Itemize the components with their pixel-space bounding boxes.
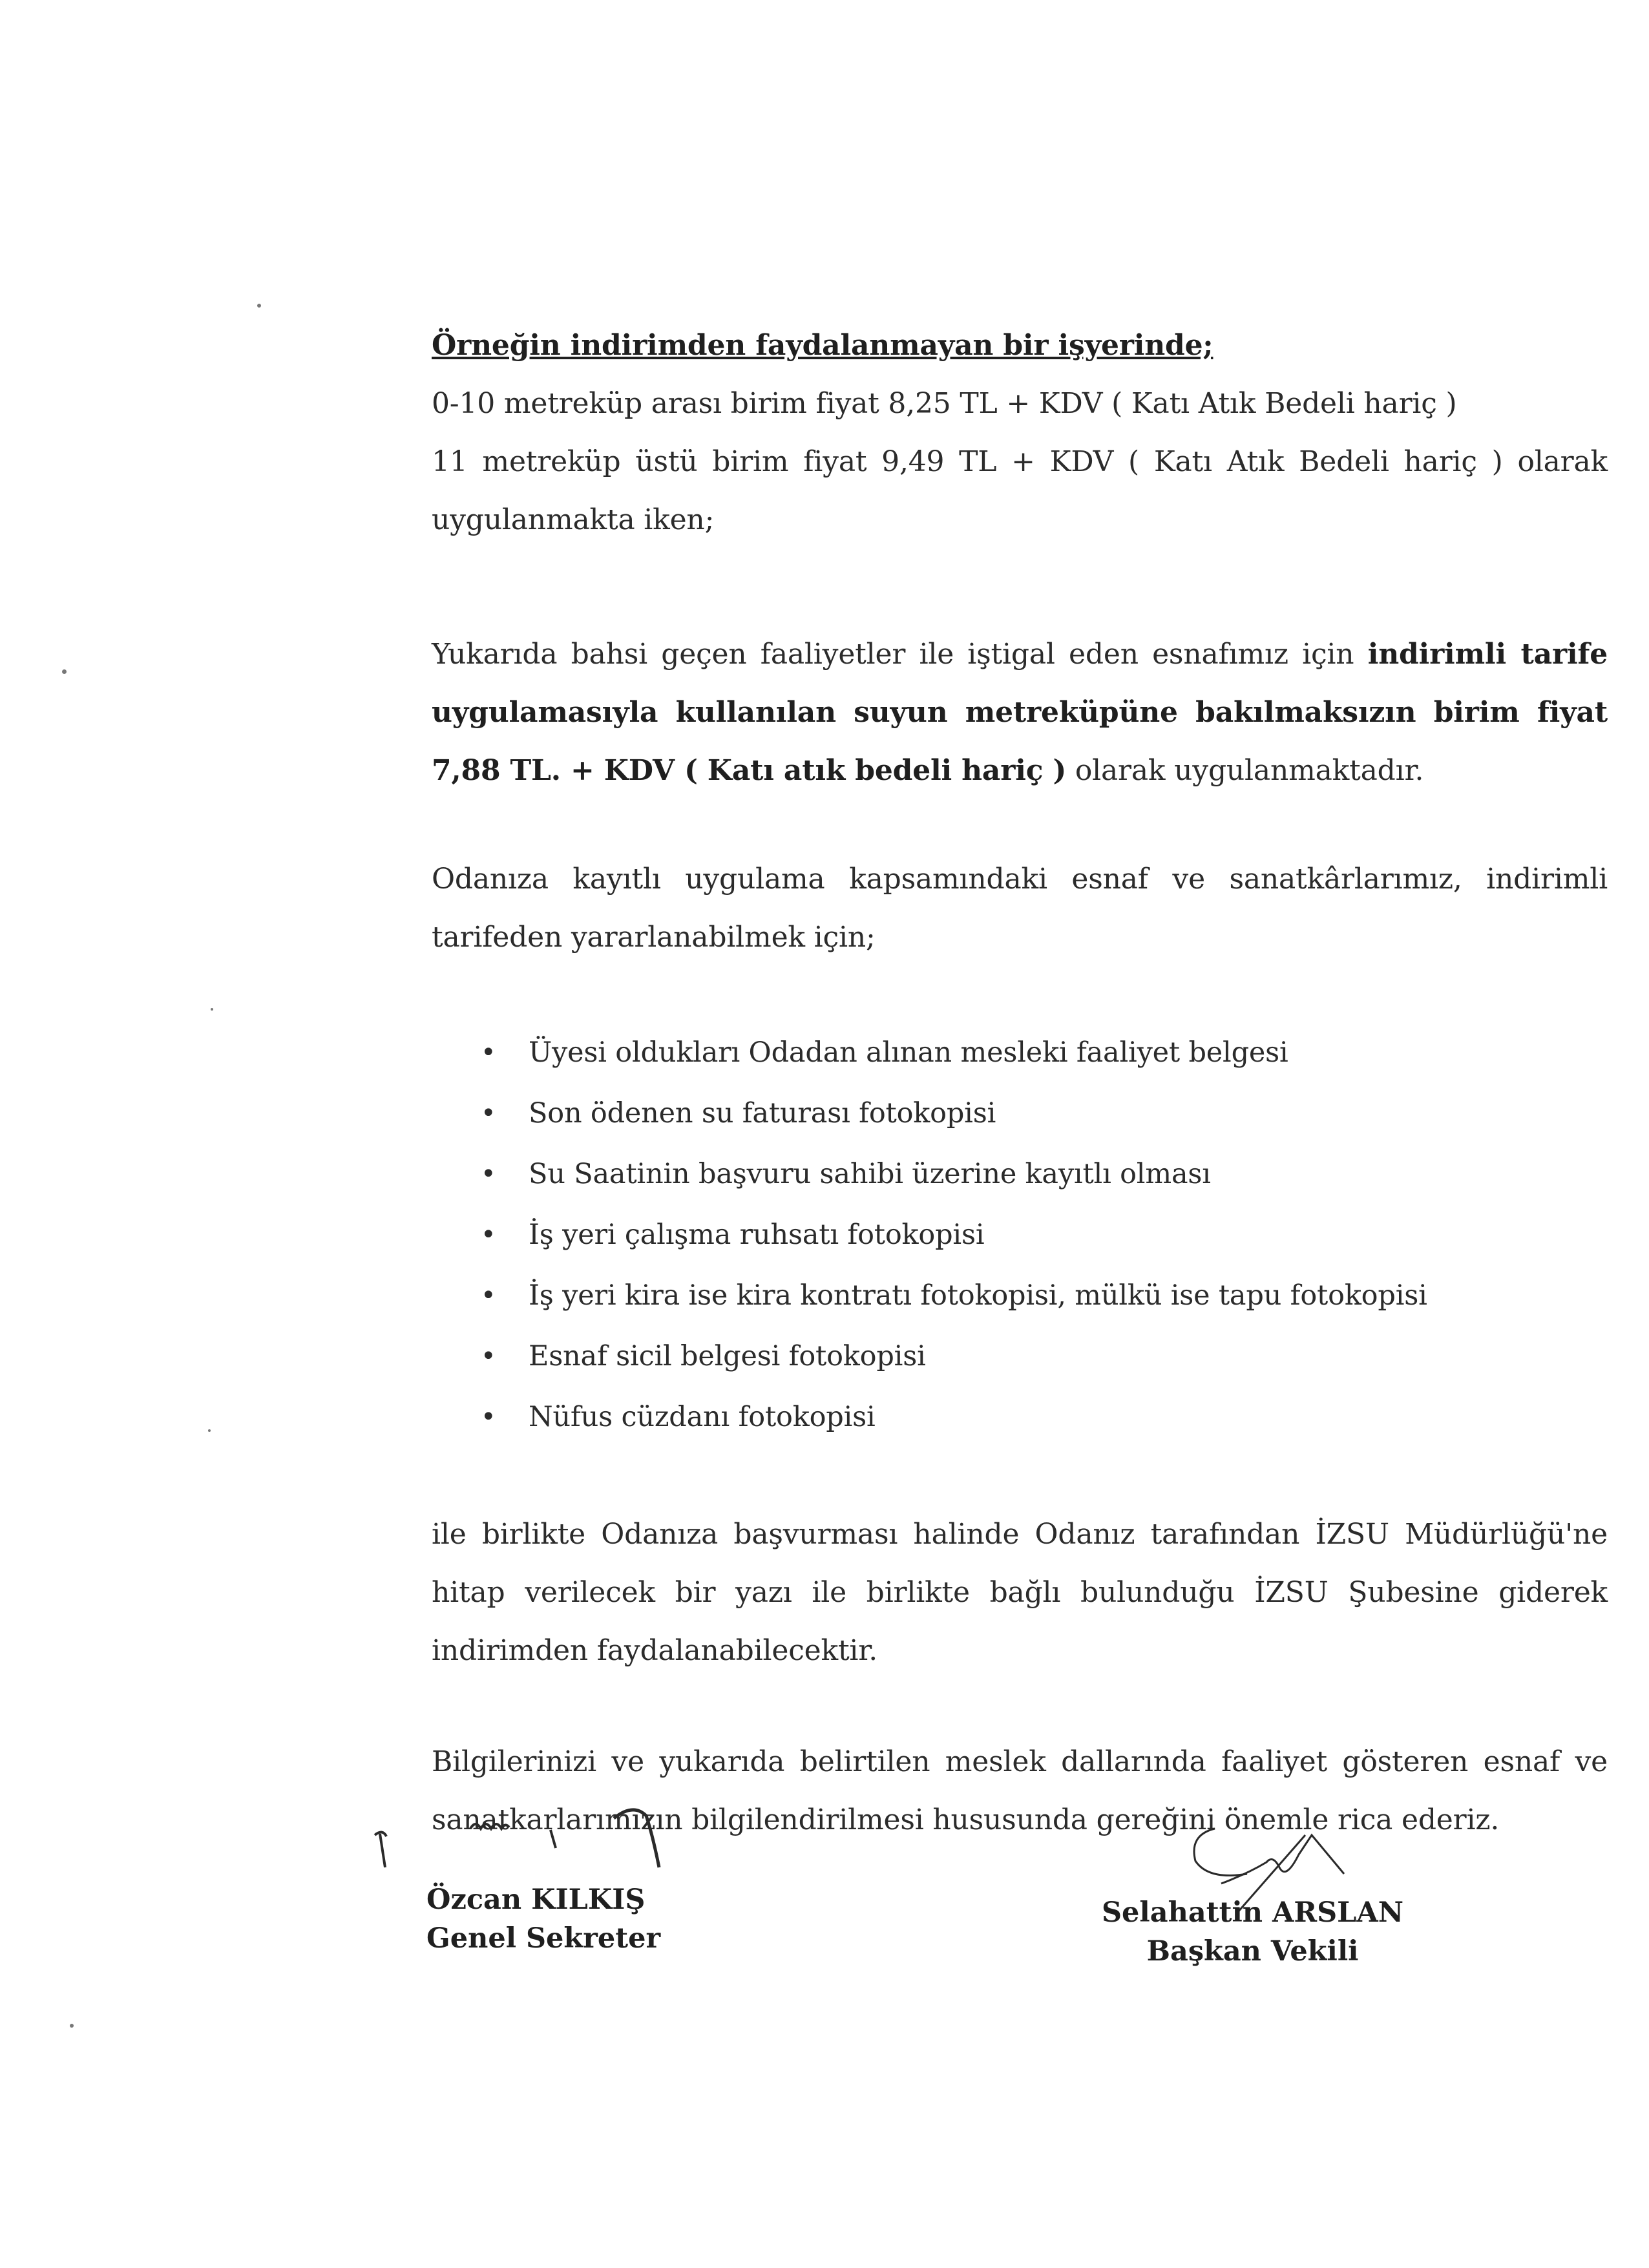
discount-paragraph — [432, 625, 1608, 800]
bullet-icon: • — [481, 1159, 496, 1189]
scan-speck — [70, 2024, 74, 2028]
discount-paragraph-end: olarak uygulanmaktadır. — [1066, 754, 1424, 787]
scan-speck — [257, 304, 261, 308]
bullet-icon: • — [481, 1341, 496, 1371]
list-item — [481, 1144, 1608, 1204]
scan-speck — [62, 669, 67, 674]
eligibility-paragraph: Odanıza kayıtlı uygulama kapsamındaki esnaf ve sanatkârlarımız, indirimli tarifeden yararlanabilmek için; — [432, 863, 1608, 954]
tariff-line-3: uygulanmakta iken; — [432, 503, 715, 536]
scan-speck — [211, 1008, 213, 1011]
signatory-name-left: Özcan KILKIŞ — [426, 1884, 646, 1916]
discount-paragraph-start: Yukarıda bahsi geçen faaliyetler ile iştigal eden esnafımız için — [432, 638, 1368, 671]
bullet-icon: • — [481, 1402, 496, 1432]
bullet-icon: • — [481, 1038, 496, 1067]
list-item — [481, 1083, 1608, 1144]
signatory-title-left: Genel Sekreter — [426, 1922, 661, 1955]
requirement-text: İş yeri çalışma ruhsatı fotokopisi — [529, 1219, 985, 1251]
requirement-text: Üyesi oldukları Odadan alınan mesleki faaliyet belgesi — [529, 1036, 1288, 1069]
list-item — [481, 1204, 1608, 1265]
requirement-text: Esnaf sicil belgesi fotokopisi — [529, 1340, 926, 1372]
list-item — [481, 1022, 1608, 1083]
handwritten-signature-icon — [362, 1796, 698, 1887]
list-item — [481, 1265, 1608, 1326]
requirement-text: İş yeri kira ise kira kontratı fotokopisi, mülkü ise tapu fotokopisi — [529, 1279, 1427, 1312]
bullet-icon: • — [481, 1281, 496, 1310]
requirement-text: Nüfus cüzdanı fotokopisi — [529, 1401, 876, 1433]
requirement-text: Son ödenen su faturası fotokopisi — [529, 1097, 996, 1129]
requirement-text: Su Saatinin başvuru sahibi üzerine kayıtlı olması — [529, 1158, 1211, 1190]
requirements-list — [481, 1022, 1608, 1447]
signatory-name-right: Selahattin ARSLAN — [1102, 1896, 1404, 1929]
letter-body — [432, 317, 1608, 1849]
list-item — [481, 1387, 1608, 1447]
tariff-line-2: 11 metreküp üstü birim fiyat 9,49 TL + KDV ( Katı Atık Bedeli hariç ) olarak — [432, 445, 1608, 478]
closing-paragraph: Bilgilerinizi ve yukarıda belirtilen meslek dallarında faaliyet gösteren esnaf ve sanatkarlarımızın bilgilendirilmesi hususunda gereğini önemle rica ederiz. — [432, 1745, 1608, 1836]
tariff-line-1: 0-10 metreküp arası birim fiyat 8,25 TL + KDV ( Katı Atık Bedeli hariç ) — [432, 387, 1457, 420]
signature-block-right — [1102, 1893, 1403, 1971]
signatory-title-right: Başkan Vekili — [1146, 1935, 1359, 1968]
signature-block-left — [426, 1880, 660, 1958]
example-heading: Örneğin indirimden faydalanmayan bir işyerinde; — [432, 329, 1213, 362]
application-paragraph: ile birlikte Odanıza başvurması halinde Odanız tarafından İZSU Müdürlüğü'ne hitap verilecek bir yazı ile birlikte bağlı bulunduğu İZSU Şubesine giderek indirimden faydalanabilecektir. — [432, 1518, 1608, 1667]
bullet-icon: • — [481, 1220, 496, 1250]
discount-paragraph-bold: indirimli tarife uygulamasıyla kullanılan suyun metreküpüne bakılmaksızın birim fiyat 7,88 TL. + KDV ( Katı atık bedeli hariç ) — [432, 638, 1608, 787]
list-item — [481, 1326, 1608, 1387]
scan-speck — [208, 1429, 211, 1432]
bullet-icon: • — [481, 1098, 496, 1128]
